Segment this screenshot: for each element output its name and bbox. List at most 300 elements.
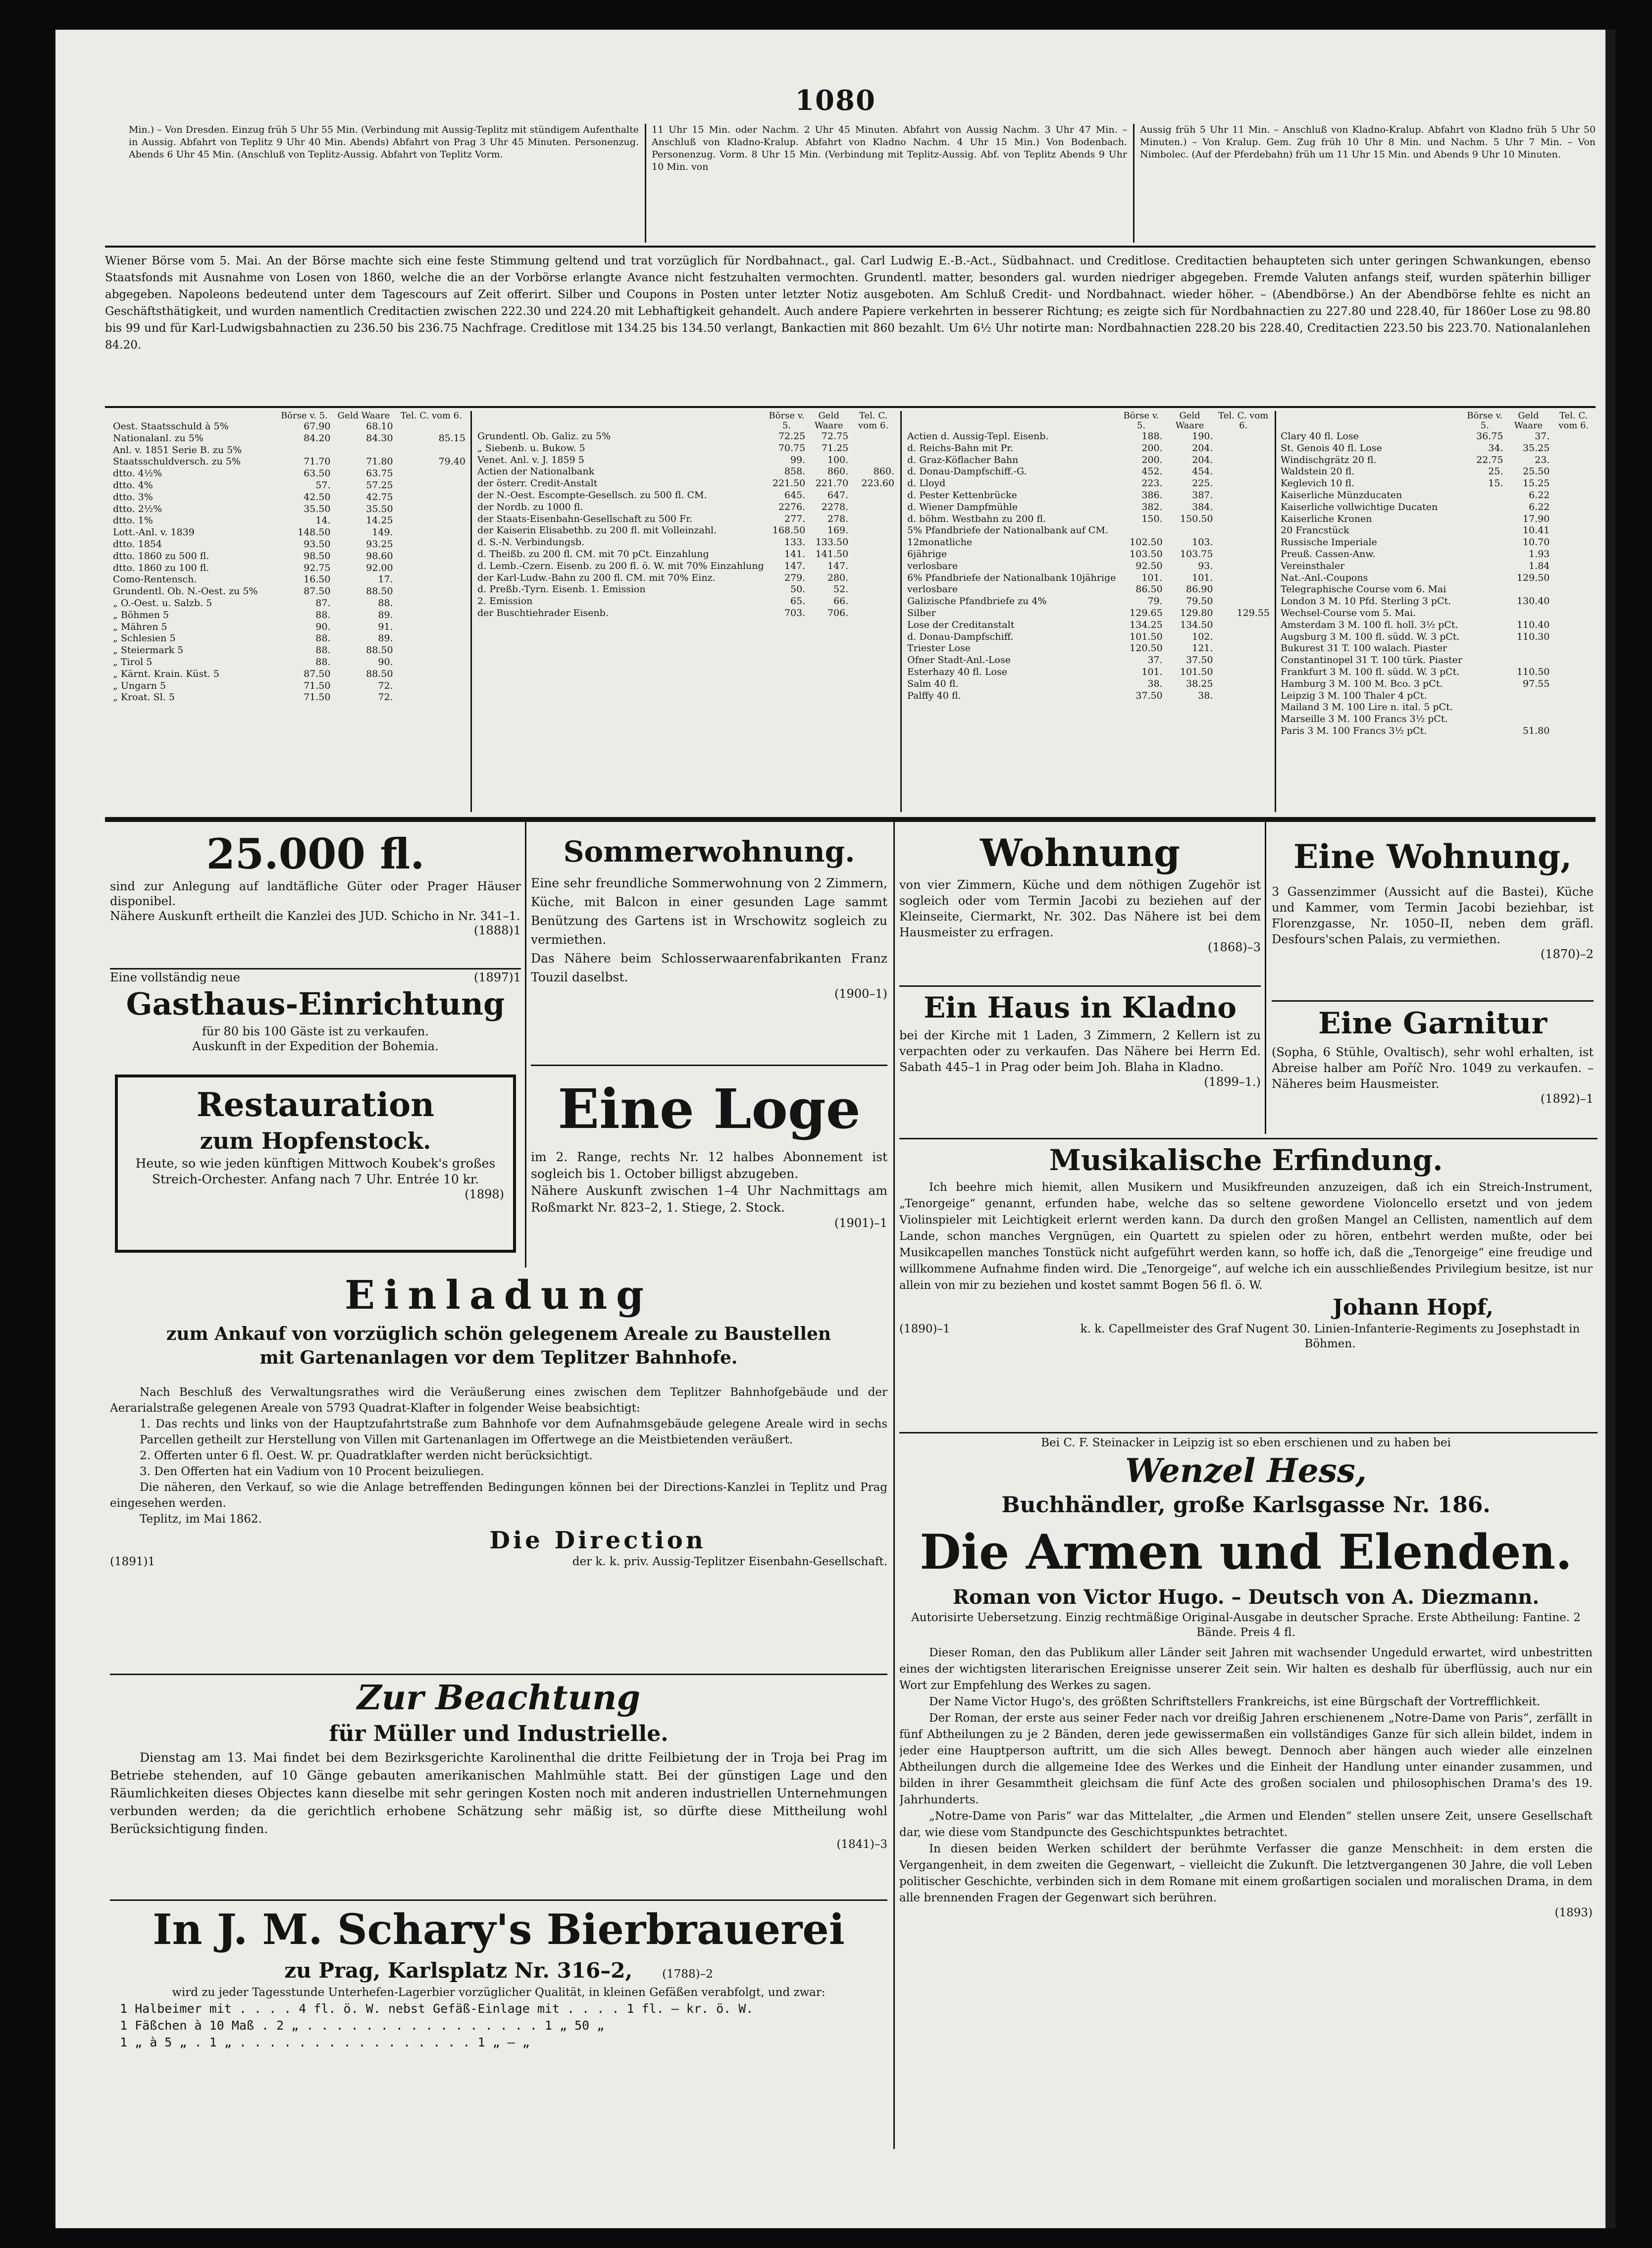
kurs-row (905, 490, 1272, 502)
ad-code: (1870)–2 (1540, 947, 1594, 961)
kurs-value: 34. (1488, 442, 1503, 454)
ad-signature: Johann Hopf, (1333, 1295, 1494, 1320)
kurs-name: Wechsel-Course vom 5. Mai. (1281, 607, 1416, 618)
kurs-name: dtto. 1860 zu 500 fl. (113, 550, 209, 562)
ad-paragraph: Der Name Victor Hugo's, des größten Schriftstellers Frankreichs, ist eine Bürgschaft der Vortrefflichkeit. (929, 1695, 1541, 1708)
kurs-value (1464, 549, 1505, 561)
kurs-name: der Karl-Ludw.-Bahn zu 200 fl. CM. mit 70% Einz. (477, 572, 716, 583)
kurs-row (1279, 466, 1596, 478)
ad-title: Eine Loge (558, 1077, 861, 1141)
kurs-value (850, 455, 896, 466)
kurs-name: d. Pester Kettenbrücke (907, 489, 1017, 501)
ad-code: (1900–1) (834, 987, 887, 1001)
kurs-value (395, 680, 467, 692)
kurs-name: Kaiserliche Münzducaten (1281, 489, 1402, 501)
kurs-value: 89. (378, 633, 393, 644)
kurs-row (475, 549, 896, 561)
kurs-value: 92.00 (366, 562, 393, 573)
kurs-row (111, 492, 467, 504)
kurs-row (905, 572, 1272, 584)
kurs-name: dtto. 4½% (113, 468, 162, 479)
kurs-value (1215, 549, 1272, 561)
kurs-value: 204. (1192, 454, 1213, 465)
ad-price-rows (110, 2000, 887, 2051)
kurs-value (332, 445, 395, 457)
kurs-name: d. Theißb. zu 200 fl. CM. mit 70 pCt. Einzahlung (477, 548, 709, 560)
kurs-value (1551, 549, 1596, 561)
kurs-name: dtto. 1% (113, 515, 153, 526)
kurs-value: 90. (378, 656, 393, 667)
kurs-value: 110.30 (1516, 631, 1550, 642)
kurs-row (1279, 643, 1596, 655)
ad-code: (1899–1.) (1204, 1075, 1261, 1089)
kurs-value: 52. (833, 584, 849, 595)
ad-info: Auskunft in der Expedition der Bohemia. (192, 1039, 439, 1053)
kurs-value: 87. (315, 597, 331, 609)
kurs-value: 22.75 (1476, 454, 1503, 465)
kurs-value: 79. (1147, 596, 1163, 607)
kurs-name: Nationalanl. zu 5% (113, 432, 204, 444)
kurs-value (1464, 631, 1505, 643)
kurs-value: 98.50 (304, 550, 331, 562)
kurs-row (905, 643, 1272, 655)
ad-signature: Die Direction (489, 1527, 706, 1554)
kurs-value (1551, 455, 1596, 466)
kurs-name: Keglevich 10 fl. (1281, 478, 1355, 489)
kurs-value (1464, 725, 1505, 737)
kurs-value: 91. (378, 621, 393, 632)
kurs-value: 88. (315, 645, 331, 656)
kurs-value: 387. (1192, 489, 1213, 501)
kurs-value: 141.50 (815, 548, 849, 560)
kurs-name: Constantinopel 31 T. 100 türk. Piaster (1281, 655, 1463, 666)
kurs-value (1464, 490, 1505, 502)
kurs-name: Frankfurt 3 M. 100 fl. südd. W. 3 pCt. (1281, 666, 1460, 677)
kurs-row (475, 596, 896, 608)
kurs-name: Oest. Staatsschuld à 5% (113, 421, 229, 432)
kurs-value (850, 561, 896, 572)
kurs-row (905, 561, 1272, 572)
kurs-row (475, 525, 896, 537)
kurs-value: 223.60 (861, 478, 894, 489)
kurs-value (850, 549, 896, 561)
ad-rule (1272, 1000, 1594, 1002)
kurs-value: 92.75 (304, 562, 331, 573)
kurs-name: d. böhm. Westbahn zu 200 fl. (907, 513, 1046, 524)
kurs-name: Lott.-Anl. v. 1839 (113, 527, 195, 538)
kurs-row (1279, 584, 1596, 596)
kurs-value (1215, 596, 1272, 608)
kurs-row (475, 513, 896, 525)
kurs-value: 89. (378, 609, 393, 620)
kurs-name: „ Böhmen 5 (113, 609, 169, 620)
kurs-value (1215, 678, 1272, 690)
column-rule (1133, 124, 1135, 243)
kurs-value (395, 562, 467, 574)
kurs-value (395, 527, 467, 539)
kurs-value (1551, 608, 1596, 619)
kurs-value (1464, 596, 1505, 608)
kurs-row (905, 678, 1272, 690)
ad-paragraphs (899, 1645, 1593, 1906)
kurs-value: 2276. (778, 501, 806, 512)
ad-rule (110, 968, 521, 970)
kurs-value (1551, 655, 1596, 666)
ad-roman: Roman von Victor Hugo. – Deutsch von A. Diezmann. (952, 1585, 1540, 1609)
kurs-value: 150.50 (1180, 513, 1213, 524)
column-rule (900, 411, 902, 812)
kurs-name: Galizische Pfandbriefe zu 4% (907, 596, 1047, 607)
ad-title: Musikalische Erfindung. (1049, 1143, 1443, 1177)
kurs-value: 79.40 (438, 456, 465, 467)
kurs-row (111, 445, 467, 457)
kurs-value (395, 598, 467, 610)
kurs-value: 454. (1192, 466, 1213, 477)
kurs-row (111, 504, 467, 515)
ad-items (110, 1416, 887, 1480)
ad-rule (110, 1674, 887, 1675)
ad-beachtung (110, 1677, 887, 1899)
ad-paragraph: In diesen beiden Werken schildert der berühmte Verfasser die ganze Menschheit: in dem ersten die Vergangenheit, in dem zweiten die Gegenwart, – vielleicht die Zukunft. Die letztvergangenen 30 Jahre, die voll Leben politischer Geschichte, verbinden sich in dem Romane mit einem großartigen socialen und moralischen Drama, in dem alle brennenden Fragen der Gegenwart sich berühren. (899, 1842, 1593, 1904)
kurs-value (1464, 502, 1505, 513)
kurs-value: 36.75 (1476, 431, 1503, 442)
kurs-row (111, 574, 467, 586)
kurs-name: der österr. Credit-Anstalt (477, 478, 598, 489)
ad-text-2: Die näheren, den Verkauf, so wie die Anlage betreffenden Bedingungen können bei der Directions-Kanzlei in Teplitz und Prag eingesehen werden. (110, 1481, 887, 1510)
ad-einladung (110, 1268, 887, 1674)
kurs-value: 86.90 (1186, 584, 1213, 595)
kurs-name: Marseille 3 M. 100 Francs 3½ pCt. (1281, 714, 1448, 725)
kurs-value (1464, 655, 1505, 666)
kurs-row (905, 466, 1272, 478)
kurs-name: 6jährige (907, 548, 947, 560)
kurs-value (395, 645, 467, 657)
kurs-value (850, 490, 896, 502)
timetable-col-1: Min.) – Von Dresden. Einzug früh 5 Uhr 55 Min. (Verbindung mit Aussig-Teplitz mit stündigem Aufenthalte in Aussig. Abfahrt von Teplitz 9 Uhr 40 Min. Abends) Abfahrt von Prag 3 Uhr 45 Minuten. Personenzug. Abends 6 Uhr 45 Min. (Anschluß von Teplitz-Aussig. Abfahrt von Teplitz Vorm. (129, 124, 639, 160)
kurs-value (1464, 702, 1505, 714)
kurs-value: 84.30 (366, 432, 393, 444)
kurs-row (111, 421, 467, 433)
kurs-value: 279. (784, 572, 806, 583)
kurs-value (1215, 584, 1272, 596)
kurs-header-cell: Tel. C. vom 6. (1558, 410, 1589, 431)
kurs-row (111, 480, 467, 492)
ad-code: (1841)–3 (836, 1838, 887, 1851)
kurs-name: „ O.-Oest. u. Salzb. 5 (113, 597, 212, 609)
kurs-name: der Nordb. zu 1000 fl. (477, 501, 583, 512)
kurs-name: Paris 3 M. 100 Francs 3½ pCt. (1281, 725, 1427, 736)
kurs-value: 88.50 (366, 668, 393, 679)
kurs-value (395, 692, 467, 704)
ad-title: Wenzel Hess, (1125, 1451, 1367, 1490)
ad-code: (1788)–2 (662, 1968, 713, 1981)
kurs-value (850, 443, 896, 455)
kurs-row (905, 431, 1272, 443)
kurs-name: Leipzig 3 M. 100 Thaler 4 pCt. (1281, 690, 1427, 701)
kurs-value: 1.93 (1529, 548, 1550, 560)
kurs-row (1279, 608, 1596, 619)
kurs-value (1215, 619, 1272, 631)
ad-text: im 2. Range, rechts Nr. 12 halbes Abonnement ist sogleich bis 1. October billigst abzugeben. (531, 1150, 887, 1181)
kurs-value: 10.41 (1522, 525, 1550, 536)
ad-pre: Bei C. F. Steinacker in Leipzig ist so eben erschienen und zu haben bei (1041, 1436, 1451, 1449)
kurs-name: „ Kroat. Sl. 5 (113, 692, 175, 703)
kurs-row (1279, 666, 1596, 678)
kurs-name: Ofner Stadt-Anl.-Lose (907, 655, 1011, 666)
kurs-name: Esterhazy 40 fl. Lose (907, 666, 1007, 677)
ad-title: Eine Garnitur (1318, 1006, 1548, 1041)
ad-title: Einladung (345, 1272, 653, 1318)
timetable-col-3: Aussig früh 5 Uhr 11 Min. – Anschluß von Kladno-Kralup. Abfahrt von Kladno früh 5 Uhr 50 Minuten.) – Von Kralup. Gem. Zug früh 10 Uhr 8 Min. und Nachm. 5 Uhr 7 Min. – Von Nimbolec. (Auf der Pferdebahn) früh um 11 Uhr 15 Min. und Abends 9 Uhr 10 Minuten. (1140, 124, 1596, 160)
kurs-value: 1.84 (1529, 560, 1550, 571)
kurs-row (905, 513, 1272, 525)
kurs-name: „ Mähren 5 (113, 621, 167, 632)
kurs-value: 134.50 (1180, 619, 1213, 630)
kurs-value (1551, 431, 1596, 443)
kurs-value (1551, 619, 1596, 631)
kurs-value: 38.25 (1186, 678, 1213, 689)
ad-rule (899, 985, 1261, 987)
kurs-row (111, 551, 467, 562)
kurs-name: Russische Imperiale (1281, 537, 1377, 548)
kurs-name: d. Graz-Köflacher Bahn (907, 454, 1019, 465)
ad-hess (899, 1435, 1593, 2133)
kurs-name: Amsterdam 3 M. 100 fl. holl. 3½ pCt. (1281, 619, 1458, 630)
kurs-value (395, 515, 467, 527)
kurs-name: d. Preßb.-Tyrn. Eisenb. 1. Emission (477, 584, 646, 595)
kurs-value: 168.50 (772, 525, 806, 536)
kurs-value: 25. (1488, 466, 1503, 477)
ad-text: Dienstag am 13. Mai findet bei dem Bezirksgerichte Karolinenthal die dritte Feilbietung der in Troja bei Prag im Betriebe stehenden, auf 10 Gänge gebauten amerikanischen Mahlmühle statt. Bei der günstigen Lage und den Räumlichkeiten dieses Objectes kann dieselbe mit sehr geringen Kosten noch mit anderen industriellen Unternehmungen verbunden werden; da die gerichtlich erhobene Schätzung sehr mäßig ist, so dürfte diese Mittheilung wohl Berücksichtigung finden. (110, 1750, 887, 1836)
kurs-header-cell: Börse v. 5. (1123, 410, 1159, 431)
kurs-value (850, 608, 896, 619)
kurs-name: d. Reichs-Bahn mit Pr. (907, 442, 1014, 454)
kurs-value: 101. (1141, 666, 1163, 677)
kurs-name: Bukurest 31 T. 100 walach. Piaster (1281, 643, 1447, 654)
kurs-header-cell (1279, 411, 1464, 431)
kurs-value: 223. (1141, 478, 1163, 489)
kurs-value: 225. (1192, 478, 1213, 489)
kurs-value (1464, 561, 1505, 572)
kurs-name: „ Schlesien 5 (113, 633, 176, 644)
kurs-value (1505, 608, 1551, 619)
kurs-value: 147. (827, 560, 849, 571)
ad-subtitle: für Müller und Industrielle. (329, 1721, 669, 1746)
ad-code: (1891)1 (110, 1555, 155, 1568)
kurs-row (111, 515, 467, 527)
kurs-value: 706. (827, 607, 849, 618)
kurs-value (1551, 584, 1596, 596)
kurs-name: 2. Emission (477, 596, 533, 607)
kurs-value (1551, 561, 1596, 572)
kurs-value (850, 431, 896, 443)
kurs-value (850, 596, 896, 608)
kurs-header-cell (905, 411, 1118, 431)
ad-title: Restauration (196, 1085, 435, 1124)
kurs-value (1505, 690, 1551, 702)
kurs-value (1551, 490, 1596, 502)
kurs-value (1551, 678, 1596, 690)
kurs-value: 38. (1198, 690, 1213, 701)
kurs-value: 101. (1141, 572, 1163, 583)
kurs-value: 645. (784, 489, 806, 501)
kurs-row (111, 433, 467, 445)
kurs-value (1215, 513, 1272, 525)
kurs-value: 16.50 (304, 574, 331, 585)
kurs-value: 130.40 (1516, 596, 1550, 607)
kurs-value: 71.50 (304, 680, 331, 691)
kurs-value (1551, 525, 1596, 537)
kurs-value (395, 574, 467, 586)
kurs-value: 150. (1141, 513, 1163, 524)
kurs-row (111, 562, 467, 574)
kurs-value: 200. (1141, 454, 1163, 465)
kurs-value: 2278. (821, 501, 849, 512)
ad-date: Teplitz, im Mai 1862. (140, 1513, 262, 1526)
kurs-value: 133.50 (815, 537, 849, 548)
kurs-name: d. Donau-Dampfschiff.-G. (907, 466, 1027, 477)
ad-loge (531, 1070, 887, 1268)
kurs-value (1551, 631, 1596, 643)
ad-title: Wohnung (980, 831, 1180, 875)
ad-signature-line: der k. k. priv. Aussig-Teplitzer Eisenbahn-Gesellschaft. (572, 1555, 887, 1568)
kurs-value: 35.50 (304, 503, 331, 514)
kurs-value: 103. (1192, 537, 1213, 548)
kurs-row (905, 655, 1272, 666)
kurs-value: 6.22 (1529, 501, 1550, 512)
ad-code: (1901)–1 (834, 1216, 887, 1230)
kurs-name: Grundentl. Ob. N.-Oest. zu 5% (113, 586, 258, 597)
kurs-value (1215, 431, 1272, 443)
boerse-report: Wiener Börse vom 5. Mai. An der Börse machte sich eine feste Stimmung geltend und trat vorzüglich für Nordbahnact., gal. Carl Ludwig E.-B.-Act., Südbahnact. und Creditlose. Creditactien behaupteten sich unter geringen Schwankungen, ebenso Staatsfonds mit Ausnahme von Losen von 1860, welche die an der Vorbörse erlangte Avance nicht festzuhalten vermochten. Grundentl. matter, besonders gal. wurden niedriger abgegeben. Fremde Valuten anfangs steif, wurden späterhin billiger abgegeben. Napoleons bedeutend unter dem Tagescours auf Zeit offerirt. Silber und Coupons in Posten unter letzter Notiz ausgeboten. Am Schluß Credit- und Nordbahnact. wieder höher. – (Abendbörse.) An der Abendbörse fehlte es nicht an Geschäftsthätigkeit, und wurden namentlich Creditactien zwischen 222.30 und 224.20 mit Lebhaftigkeit gehandelt. Auch andere Papiere verkehrten in besserer Richtung; es zeigte sich für Nordbahnactien zu 227.80 und 228.40, für 1860er Lose zu 98.80 bis 99 und für Karl-Ludwigsbahnactien zu 236.50 bis 236.75 Nachfrage. Creditlose mit 134.25 bis 134.50 verlangt, Bankactien mit 860 bezahlt. Um 6½ Uhr notirte man: Nordbahnactien 228.20 bis 228.40, Creditactien 223.50 bis 223.70. Nationalanlehen 84.20. (105, 255, 1591, 352)
kurs-value: 149. (372, 527, 393, 538)
kurs-value: 169. (827, 525, 849, 536)
kurs-value: 101.50 (1180, 666, 1213, 677)
kurs-value: 14. (315, 515, 331, 526)
kurs-name: d. Wiener Dampfmühle (907, 501, 1018, 512)
kurs-name: „ Siebenb. u. Bukow. 5 (477, 442, 585, 454)
kurs-value: 129.65 (1130, 607, 1163, 618)
kurs-value: 88.50 (366, 645, 393, 656)
kurs-value (1165, 525, 1215, 537)
kurs-value: 66. (833, 596, 849, 607)
kurs-row (1279, 537, 1596, 549)
kurs-name: dtto. 1854 (113, 538, 162, 550)
kurs-value: 148.50 (298, 527, 331, 538)
kurs-name: Waldstein 20 fl. (1281, 466, 1355, 477)
kurs-header-cell: Geld Waare (1514, 410, 1543, 431)
ad-title: Ein Haus in Kladno (924, 991, 1237, 1024)
kurs-value (1505, 702, 1551, 714)
kurs-row (1279, 561, 1596, 572)
kurs-row (111, 657, 467, 668)
ad-code: (1893) (1554, 1906, 1593, 1919)
kurs-row (1279, 725, 1596, 737)
kurs-row (905, 443, 1272, 455)
ad-rule (531, 1065, 887, 1066)
newspaper-page (55, 30, 1615, 2228)
kurs-row (1279, 490, 1596, 502)
kurs-value (1215, 443, 1272, 455)
kurs-value: 88.50 (366, 586, 393, 597)
kurs-name: Clary 40 fl. Lose (1281, 431, 1359, 442)
ad-code: (1888)1 (473, 923, 521, 937)
kurs-value (1551, 502, 1596, 513)
kurs-value (1464, 572, 1505, 584)
kurs-name: Kaiserliche vollwichtige Ducaten (1281, 501, 1438, 512)
kurs-value: 101. (1192, 572, 1213, 583)
ad-haus-kladno (899, 988, 1261, 1136)
kurs-header-cell: Geld Waare (337, 410, 390, 421)
kurs-value: 72.25 (778, 431, 806, 442)
kurs-row (1279, 443, 1596, 455)
ad-paragraph: Der Roman, der erste aus seiner Feder nach vor dreißig Jahren erschienenem „Notre-Dame von Paris“, zerfällt in fünf Abtheilungen zu je 2 Bänden, deren jede gewissermaßen ein vollständiges Ganze für sich allein bildet, indem in jeder eine Hauptperson auftritt, um die sich Alles bewegt. Dennoch aber hängen auch wieder alle einzelnen Abtheilungen durch die allgemeine Idee des Werkes und die Einheit der Handlung unter einander zusammen, und bilden in ihrer Gesammtheit gleichsam die fünf Acte des großen socialen und philosophischen Drama's des 19. Jahrhunderts. (899, 1712, 1593, 1806)
kurs-value: 102.50 (1130, 537, 1163, 548)
ad-text: (Sopha, 6 Stühle, Ovaltisch), sehr wohl erhalten, ist Abreise halber am Poříč Nro. 1049 zu verkaufen. – Näheres beim Hausmeister. (1272, 1045, 1594, 1091)
ad-eine-wohnung (1272, 829, 1594, 998)
page-number: 1080 (795, 84, 876, 117)
ad-code: (1892)–1 (1540, 1092, 1594, 1106)
column-rule (470, 411, 472, 812)
kurs-value (1215, 537, 1272, 549)
ad-text: von vier Zimmern, Küche und dem nöthigen Zugehör ist sogleich oder vom Termin Jacobi zu beziehen auf der Kleinseite, Ciermarkt, Nr. 302. Das Nähere ist bei dem Hausmeister zu erfragen. (899, 878, 1261, 939)
kurs-row (475, 478, 896, 490)
ad-info: Das Nähere beim Schlosserwaarenfabrikanten Franz Touzil daselbst. (531, 951, 887, 984)
kurs-row (111, 692, 467, 704)
kurs-value: 860. (873, 466, 894, 477)
kurs-name: Como-Rentensch. (113, 574, 197, 585)
kurs-row (1279, 702, 1596, 714)
kurs-value: 70.75 (778, 442, 806, 454)
kurs-row (905, 502, 1272, 513)
kurs-name: Preuß. Cassen-Anw. (1281, 548, 1376, 560)
kurs-name: Vereinsthaler (1281, 560, 1345, 571)
kurs-value: 57. (315, 479, 331, 491)
kurs-value: 71.25 (821, 442, 849, 454)
kurs-value: 703. (784, 607, 806, 618)
ad-text: 3 Gassenzimmer (Aussicht auf die Bastei), Küche und Kammer, vom Termin Jacobi beziehbar, ist Florenzgasse, Nr. 1050–II, neben dem gräfl. Desfours'schen Palais, zu vermiethen. (1272, 885, 1594, 946)
kurs-name: dtto. 1860 zu 100 fl. (113, 562, 209, 573)
ad-book-title: Die Armen und Elenden. (920, 1524, 1572, 1580)
kurs-value: 90. (315, 621, 331, 632)
kurs-name: dtto. 3% (113, 491, 153, 503)
kurs-value (395, 468, 467, 480)
kurs-value: 35.50 (366, 503, 393, 514)
kurs-row (905, 690, 1272, 702)
kurs-value (395, 621, 467, 633)
kurs-value: 129.80 (1180, 607, 1213, 618)
kurs-value (1551, 537, 1596, 549)
kurs-row (475, 443, 896, 455)
kurs-value: 35.25 (1522, 442, 1550, 454)
kurs-value (850, 572, 896, 584)
kurs-name: Anl. v. 1851 Serie B. zu 5% (113, 444, 242, 456)
kurs-row (475, 466, 896, 478)
kurs-value (1464, 525, 1505, 537)
kurs-value: 93.50 (304, 538, 331, 550)
kurs-value: 129.50 (1516, 572, 1550, 583)
kurs-value: 15. (1488, 478, 1503, 489)
section-rule (105, 246, 1596, 248)
kurs-row (905, 619, 1272, 631)
kurs-name: d. S.-N. Verbindungsb. (477, 537, 585, 548)
kurs-value (1505, 655, 1551, 666)
kurs-name: Silber (907, 607, 936, 618)
kurs-value: 129.55 (1237, 607, 1270, 618)
ad-title: Gasthaus-Einrichtung (126, 986, 505, 1022)
ad-price-row: 1 Fäßchen à 10 Maß . 2 „ . . . . . . . . . . . . . . . . 1 „ 50 „ (120, 2018, 605, 2033)
kurs-value: 57.25 (366, 479, 393, 491)
